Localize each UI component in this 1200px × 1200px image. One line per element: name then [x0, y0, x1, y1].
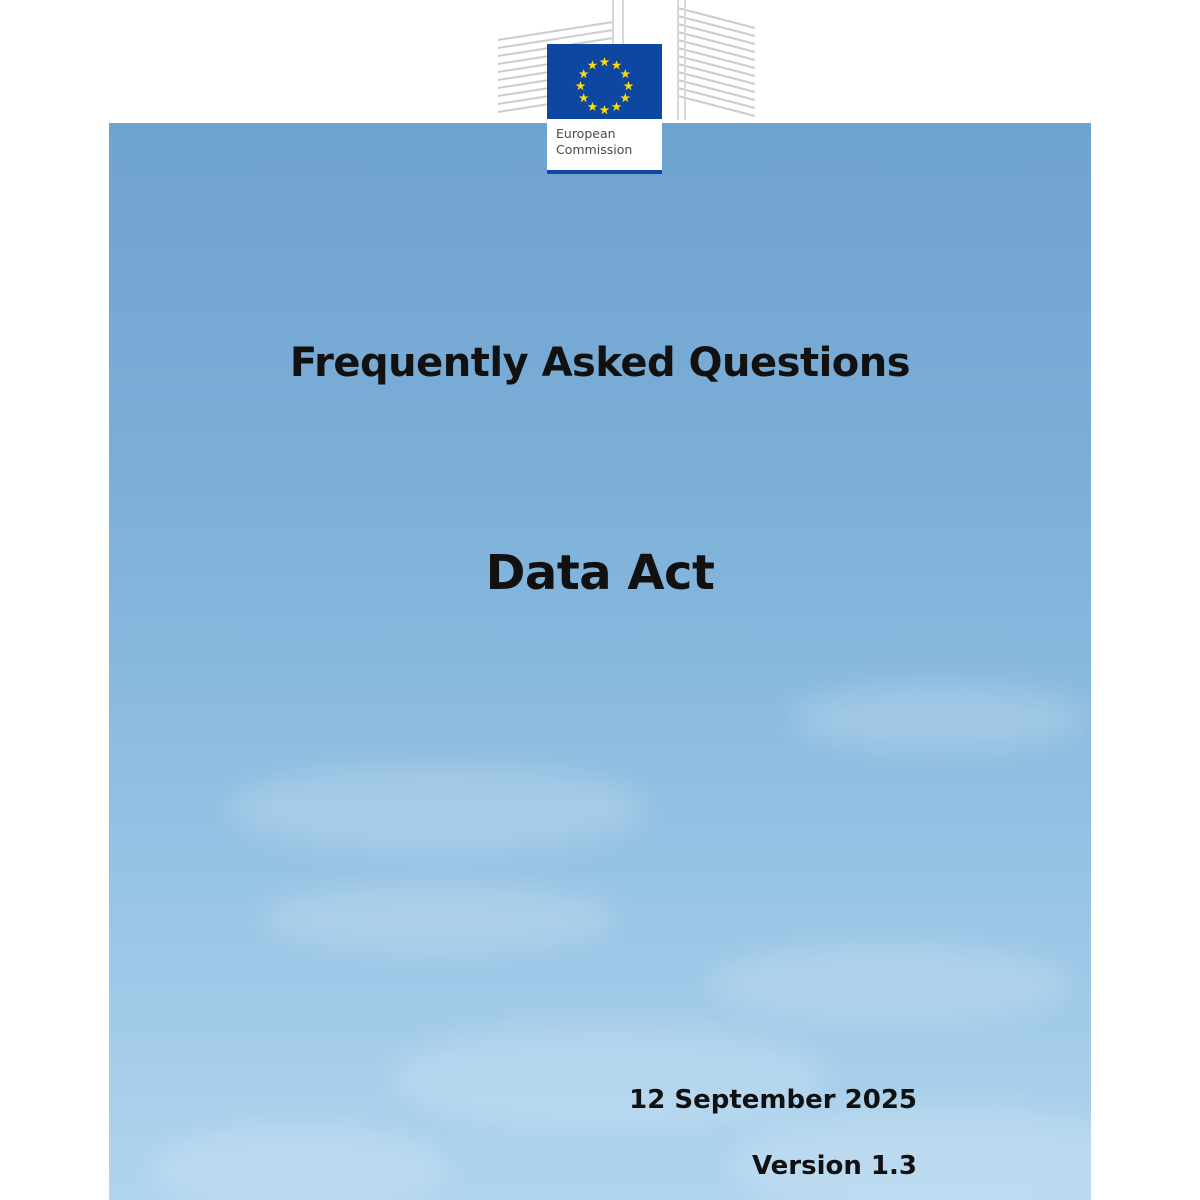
european-commission-logo: [547, 44, 662, 174]
logo-text-line2: Commission: [556, 142, 633, 157]
logo-underline: [547, 170, 662, 174]
document-version: Version 1.3: [751, 1151, 917, 1181]
document-subtitle: Data Act: [485, 545, 715, 601]
publication-date: 12 September 2025: [629, 1085, 917, 1115]
logo-wordmark: [556, 126, 632, 158]
document-title: Frequently Asked Questions: [289, 340, 911, 386]
eu-flag-icon: [547, 44, 662, 119]
cover-background: [109, 123, 1091, 1200]
logo-text-line1: European: [556, 126, 616, 141]
